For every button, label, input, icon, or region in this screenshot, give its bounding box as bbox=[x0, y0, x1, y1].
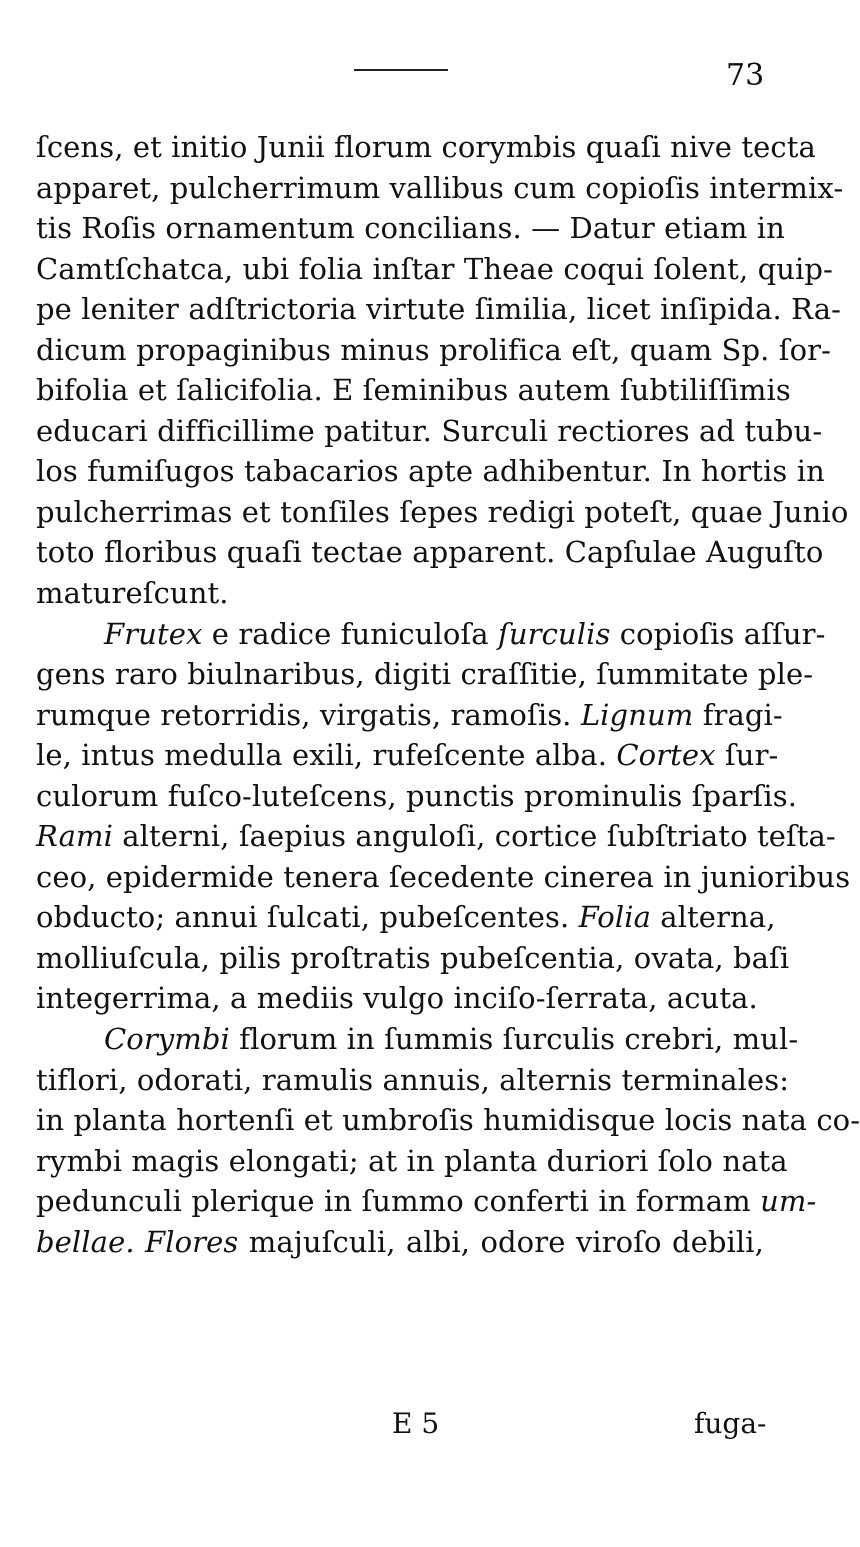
text-run: educari difficillime patitur. Surculi rectiores ad tubu- bbox=[36, 413, 823, 448]
text-run: in planta hortenſi et umbroſis humidisque locis nata co- bbox=[36, 1103, 860, 1138]
italic-term: bellae. bbox=[36, 1224, 135, 1259]
italic-term: Frutex bbox=[104, 616, 203, 651]
text-run: matureſcunt. bbox=[36, 576, 229, 611]
text-line bbox=[36, 451, 825, 492]
italic-term: Cortex bbox=[616, 738, 716, 773]
text-line bbox=[36, 289, 842, 330]
text-line bbox=[36, 370, 791, 411]
text-run: rumque retorridis, virgatis, ramoſis. bbox=[36, 697, 581, 732]
text-line bbox=[36, 938, 790, 979]
catchword: fuga- bbox=[694, 1407, 767, 1440]
text-line bbox=[36, 816, 836, 857]
text-line bbox=[36, 127, 816, 168]
text-run: copioſis aſſur- bbox=[610, 616, 826, 651]
text-run: dicum propaginibus minus prolifica eſt, quam Sp. ſor- bbox=[36, 332, 832, 367]
text-line bbox=[36, 695, 783, 736]
text-line bbox=[36, 1060, 790, 1101]
italic-term: Rami bbox=[36, 819, 113, 854]
text-line bbox=[36, 1100, 860, 1141]
body-text bbox=[36, 127, 860, 1262]
page-number: 73 bbox=[726, 58, 765, 93]
text-line bbox=[36, 978, 764, 1019]
text-run: e radice funiculoſa bbox=[202, 616, 499, 651]
text-run: pulcherrimas et tonſiles ſepes redigi poteſt, quae Junio bbox=[36, 494, 849, 529]
text-run: alterni, ſaepius anguloſi, cortice ſubſtriato teſta- bbox=[112, 819, 836, 854]
text-line bbox=[36, 208, 785, 249]
text-run: rymbi magis elongati; at in planta duriori ſolo nata bbox=[36, 1143, 788, 1178]
header-rule bbox=[354, 69, 448, 71]
text-line bbox=[36, 1222, 764, 1263]
text-run: tiflori, odorati, ramulis annuis, alternis terminales: bbox=[36, 1062, 790, 1097]
text-run: integerrima, a mediis vulgo inciſo-ſerrata, acuta. bbox=[36, 981, 758, 1016]
text-run: ſcens, et initio Junii florum corymbis quaſi nive tecta bbox=[36, 130, 816, 164]
text-line bbox=[36, 492, 849, 533]
italic-term: Lignum bbox=[580, 697, 694, 732]
text-run: alterna, bbox=[650, 900, 776, 935]
text-run: Camtſchatca, ubi folia inſtar Theae coqui ſolent, quip- bbox=[36, 251, 833, 286]
text-line bbox=[36, 857, 851, 898]
text-line bbox=[36, 330, 832, 371]
text-line bbox=[36, 573, 764, 614]
italic-term: ſurculis bbox=[498, 616, 611, 651]
text-run: molliuſcula, pilis proſtratis pubeſcentia, ovata, baſi bbox=[36, 940, 790, 975]
text-run: gens raro biulnaribus, digiti craſſitie, ſummitate ple- bbox=[36, 657, 814, 692]
text-run: pe leniter adſtrictoria virtute ſimilia, licet inſipida. Ra- bbox=[36, 292, 842, 327]
text-run: apparet, pulcherrimum vallibus cum copioſis intermix- bbox=[36, 170, 844, 205]
italic-term: um- bbox=[760, 1184, 817, 1219]
text-run: fragi- bbox=[693, 697, 783, 732]
text-run: majuſculi, albi, odore viroſo debili, bbox=[238, 1224, 764, 1259]
text-line bbox=[36, 249, 833, 290]
text-line bbox=[36, 614, 826, 655]
text-run: pedunculi plerique in ſummo conferti in formam bbox=[36, 1184, 761, 1219]
italic-term: Flores bbox=[145, 1224, 239, 1259]
text-line bbox=[36, 411, 823, 452]
text-line bbox=[36, 1181, 817, 1222]
text-run: obducto; annui ſulcati, pubeſcentes. bbox=[36, 900, 579, 935]
text-run: los fumiſugos tabacarios apte adhibentur. In hortis in bbox=[36, 454, 825, 489]
text-run: culorum fuſco-luteſcens, punctis prominulis ſparſis. bbox=[36, 778, 798, 813]
text-line bbox=[36, 776, 798, 817]
text-line bbox=[36, 654, 814, 695]
text-run bbox=[135, 1225, 145, 1259]
text-line bbox=[36, 532, 824, 573]
text-line bbox=[36, 897, 776, 938]
text-run: toto floribus quaſi tectae apparent. Capſulae Auguſto bbox=[36, 535, 824, 570]
text-line bbox=[36, 735, 779, 776]
text-run: tis Roſis ornamentum concilians. — Datur etiam in bbox=[36, 211, 785, 246]
text-run: le, intus medulla exili, rufeſcente alba. bbox=[36, 738, 617, 773]
text-line bbox=[36, 1141, 788, 1182]
text-line bbox=[36, 168, 844, 209]
italic-term: Corymbi bbox=[104, 1022, 230, 1057]
italic-term: Folia bbox=[578, 900, 651, 935]
signature-mark: E 5 bbox=[392, 1407, 440, 1440]
text-line bbox=[36, 1019, 799, 1060]
text-run: florum in ſummis ſurculis crebri, mul- bbox=[229, 1022, 799, 1057]
text-run: bifolia et ſalicifolia. E ſeminibus autem ſubtiliſſimis bbox=[36, 373, 791, 408]
text-run: ceo, epidermide tenera ſecedente cinerea in junioribus bbox=[36, 859, 851, 894]
text-run: ſur- bbox=[715, 738, 779, 773]
